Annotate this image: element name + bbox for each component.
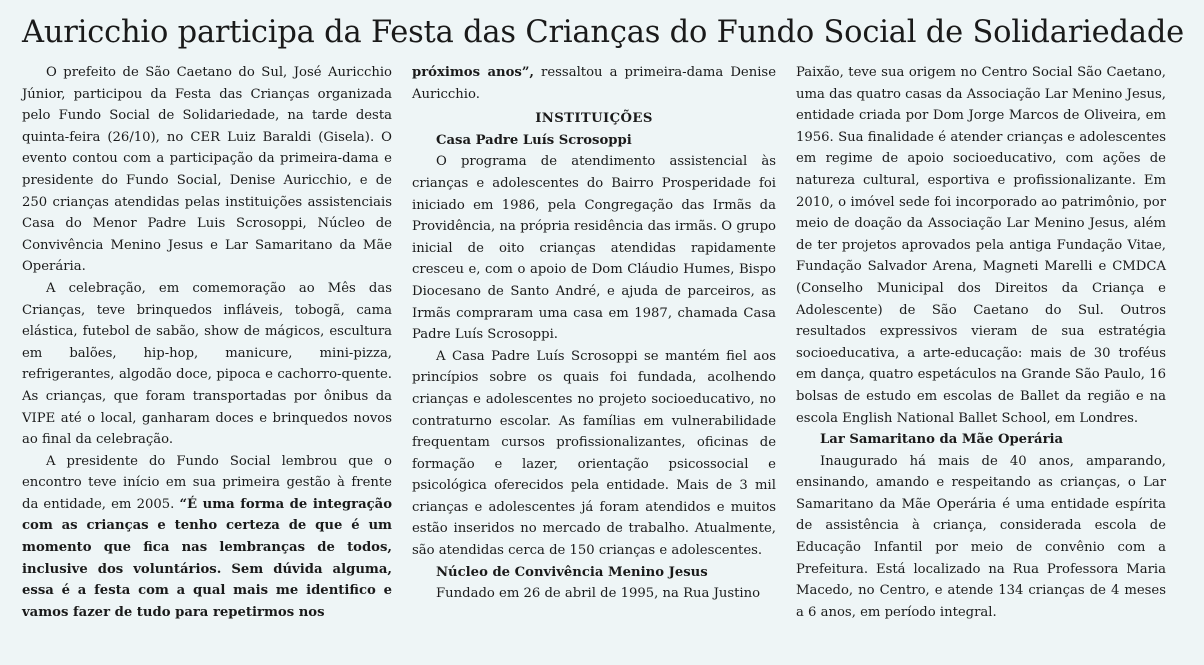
paragraph [22, 451, 392, 624]
paragraph-text: ressaltou a primeira-dama Denise Auricchio. [412, 65, 776, 102]
paragraph: O prefeito de São Caetano do Sul, José Auricchio Júnior, participou da Festa das Crianças organizada pelo Fundo Social de Solidariedade, na tarde desta quinta-feira (26/10), no CER Luiz Baraldi (Gisela). O evento contou com a participação da primeira-dama e presidente do Fundo Social, Denise Auricchio, e de 250 crianças atendidas pelas instituições assistenciais Casa do Menor Padre Luis Scrosoppi, Núcleo de Convivência Menino Jesus e Lar Samaritano da Mãe Operária. [22, 65, 392, 275]
subheading: Casa Padre Luís Scrosoppi [436, 132, 632, 148]
column-3 [796, 62, 1166, 623]
paragraph: O programa de atendimento assistencial às crianças e adolescentes do Bairro Prosperidade foi iniciado em 1986, pela Congregação das Irmãs da Providência, na própria residência das irmãs. O grupo inicial de oito crianças atendidas rapidamente cresceu e, com o apoio de Dom Cláudio Humes, Bispo Diocesano de Santo André, e ajuda de parceiros, as Irmãs compraram uma casa em 1987, chamada Casa Padre Luís Scrosoppi. [412, 154, 776, 343]
paragraph: A Casa Padre Luís Scrosoppi se mantém fiel aos princípios sobre os quais foi fundada, acolhendo crianças e adolescentes no projeto socioeducativo, no contraturno escolar. As famílias em vulnerabilidade frequentam cursos profissionalizantes, oficinas de formação e lazer, orientação psicossocial e psicológica oferecidos pela entidade. Mais de 3 mil crianças e adolescentes já foram atendidos e muitos estão inseridos no mercado de trabalho. Atualmente, são atendidas cerca de 150 crianças e adolescentes. [412, 348, 776, 559]
paragraph: Inaugurado há mais de 40 anos, amparando, ensinando, amando e respeitando as crianças, o Lar Samaritano da Mãe Operária é uma entidade espírita de assistência à criança, considerada escola de Educação Infantil por meio de convênio com a Prefeitura. Está localizado na Rua Professora Maria Macedo, no Centro, e atende 134 crianças de 4 meses a 6 anos, em período integral. [796, 453, 1166, 620]
column-1 [22, 62, 392, 623]
article-columns [22, 62, 1182, 623]
quote-text: próximos anos”, [412, 65, 534, 80]
column-2 [412, 62, 776, 623]
paragraph-text: A presidente do Fundo Social lembrou que o encontro teve início em sua primeira gestão à frente da entidade, em 2005. [22, 453, 392, 512]
paragraph-continued: Paixão, teve sua origem no Centro Social São Caetano, uma das quatro casas da Associação Lar Menino Jesus, entidade criada por Dom Jorge Marcos de Oliveira, em 1956. Sua finalidade é atender crianças e adolescentes em regime de apoio socioeducativo, com ações de natureza cultural, esportiva e profissionalizante. Em 2010, o imóvel sede foi incorporado ao patrimônio, por meio de doação da Associação Lar Menino Jesus, além de ter projetos aprovados pela antiga Fundação Vitae, Fundação Salvador Arena, Magneti Marelli e CMDCA (Conselho Municipal dos Direitos da Criança e Adolescente) de São Caetano do Sul. Outros resultados expressivos vieram de sua estratégia socioeducativa, a arte-educação: mais de 30 troféus em dança, quatro espetáculos na Grande São Paulo, 16 bolsas de estudo em escolas de Ballet da região e na escola English National Ballet School, em Londres. [796, 65, 1166, 426]
paragraph: Fundado em 26 de abril de 1995, na Rua Justino [436, 586, 761, 602]
paragraph-continued [412, 62, 776, 105]
article-headline: Auricchio participa da Festa das Crianças do Fundo Social de Solidariedade [22, 15, 1185, 50]
section-title: INSTITUIÇÕES [535, 111, 653, 127]
subheading: Lar Samaritano da Mãe Operária [820, 432, 1064, 448]
quote-text: “É uma forma de integração com as crianças e tenho certeza de que é um momento que fica nas lembranças de todos, inclusive dos voluntários. Sem dúvida alguma, essa é a festa com a qual mais me identifico e vamos fazer de tudo para repetirmos nos [22, 496, 392, 620]
subheading: Núcleo de Convivência Menino Jesus [436, 564, 708, 580]
paragraph: A celebração, em comemoração ao Mês das Crianças, teve brinquedos infláveis, tobogã, cama elástica, futebol de sabão, show de mágicos, escultura em balões, hip-hop, manicure, mini-pizza, refrigerantes, algodão doce, pipoca e cachorro-quente. As crianças, que foram transportadas por ônibus da VIPE até o local, ganharam doces e brinquedos novos ao final da celebração. [22, 280, 392, 448]
